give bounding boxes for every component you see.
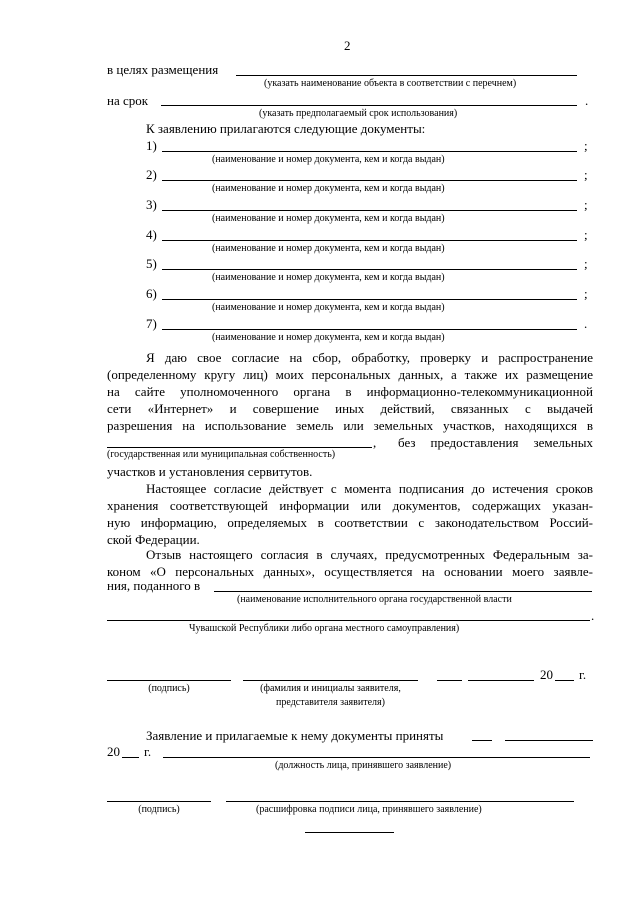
acceptance-day-field[interactable]	[472, 740, 492, 741]
applicant-year-prefix: 20	[540, 667, 553, 682]
doc-end: ;	[584, 256, 588, 271]
doc-hint: (наименование и номер документа, кем и когда выдан)	[212, 332, 445, 343]
consent-line: Я даю свое согласие на сбор, обработку, проверку и распространение	[146, 350, 593, 365]
acceptance-year-suffix: г.	[144, 744, 152, 759]
doc-field[interactable]	[162, 299, 577, 300]
validity-line: Настоящее согласие действует с момента подписания до истечения сроков	[146, 481, 593, 496]
term-hint: (указать предполагаемый срок использования)	[259, 108, 458, 119]
doc-hint: (наименование и номер документа, кем и когда выдан)	[212, 302, 445, 313]
acceptance-position-hint: (должность лица, принявшего заявление)	[275, 760, 452, 771]
authority-end: .	[591, 608, 595, 623]
applicant-name-hint-1: (фамилия и инициалы заявителя,	[260, 683, 401, 694]
acceptance-year-prefix: 20	[107, 744, 120, 759]
docs-intro: К заявлению прилагаются следующие документы:	[146, 121, 426, 136]
doc-field[interactable]	[162, 210, 577, 211]
ownership-hint: (государственная или муниципальная собственность)	[107, 449, 336, 460]
doc-hint: (наименование и номер документа, кем и когда выдан)	[212, 243, 445, 254]
doc-end: ;	[584, 286, 588, 301]
consent-line: сети «Интернет» и совершение иных действий, связанных с выдачей	[107, 401, 593, 416]
consent-line: на сайте уполномоченного органа в информационно-телекоммуникационной	[107, 384, 593, 399]
applicant-name-field[interactable]	[243, 680, 418, 681]
applicant-month-field[interactable]	[468, 680, 534, 681]
doc-number: 3)	[146, 197, 157, 212]
acceptance-text: Заявление и прилагаемые к нему документы приняты	[146, 728, 444, 743]
doc-hint: (наименование и номер документа, кем и когда выдан)	[212, 154, 445, 165]
authority-field[interactable]	[214, 591, 592, 592]
doc-field[interactable]	[162, 240, 577, 241]
acceptance-year-field[interactable]	[122, 757, 139, 758]
ownership-field[interactable]	[107, 447, 372, 448]
applicant-name-hint-2: представителя заявителя)	[276, 697, 385, 708]
ownership-comma: ,	[373, 435, 377, 450]
doc-end: .	[584, 316, 588, 331]
validity-line: хранения соответствующей информации или документов, содержащих указан-	[107, 498, 593, 513]
acceptance-month-field[interactable]	[505, 740, 593, 741]
doc-end: ;	[584, 138, 588, 153]
doc-field[interactable]	[162, 151, 577, 152]
withdrawal-line: Отзыв настоящего согласия в случаях, предусмотренных Федеральным за-	[146, 547, 593, 562]
doc-field[interactable]	[162, 269, 577, 270]
purpose-hint: (указать наименование объекта в соответствии с перечнем)	[264, 78, 517, 89]
page-number: 2	[344, 38, 351, 53]
withdrawal-filed-label: ния, поданного в	[107, 578, 201, 593]
validity-line: ную информацию, определяемых в соответствии с законодательством Россий-	[107, 515, 593, 530]
doc-number: 6)	[146, 286, 157, 301]
term-end: .	[585, 93, 589, 108]
doc-number: 4)	[146, 227, 157, 242]
doc-end: ;	[584, 167, 588, 182]
withdrawal-line: коном «О персональных данных», осуществляется на основании моего заявле-	[107, 564, 593, 579]
term-field[interactable]	[161, 105, 577, 106]
purpose-field[interactable]	[236, 75, 577, 76]
purpose-label: в целях размещения	[107, 62, 219, 77]
consent-final-line: участков и установления сервитутов.	[107, 464, 313, 479]
doc-field[interactable]	[162, 180, 577, 181]
applicant-day-field[interactable]	[437, 680, 462, 681]
applicant-year-suffix: г.	[579, 667, 587, 682]
acceptance-decode-field[interactable]	[226, 801, 574, 802]
acceptance-position-field[interactable]	[163, 757, 590, 758]
acceptance-signature-hint: (подпись)	[138, 804, 180, 815]
doc-hint: (наименование и номер документа, кем и когда выдан)	[212, 272, 445, 283]
doc-number: 5)	[146, 256, 157, 271]
doc-end: ;	[584, 197, 588, 212]
doc-field[interactable]	[162, 329, 577, 330]
acceptance-signature-field[interactable]	[107, 801, 211, 802]
acceptance-decode-hint: (расшифровка подписи лица, принявшего заявление)	[256, 804, 482, 815]
footer-divider	[305, 832, 394, 833]
doc-end: ;	[584, 227, 588, 242]
applicant-year-field[interactable]	[555, 680, 574, 681]
consent-continuation: без предоставления земельных	[398, 435, 593, 450]
doc-number: 1)	[146, 138, 157, 153]
term-label: на срок	[107, 93, 149, 108]
doc-number: 2)	[146, 167, 157, 182]
applicant-signature-hint: (подпись)	[148, 683, 190, 694]
consent-line: (определенному кругу лиц) моих персональных данных, а также их размещение	[107, 367, 593, 382]
authority-hint-2: Чувашской Республики либо органа местного самоуправления)	[189, 623, 460, 634]
consent-line: разрешения на использование земель или земельных участков, находящихся в	[107, 418, 593, 433]
doc-number: 7)	[146, 316, 157, 331]
authority-field-2[interactable]	[107, 620, 590, 621]
doc-hint: (наименование и номер документа, кем и когда выдан)	[212, 213, 445, 224]
validity-line: ской Федерации.	[107, 532, 200, 547]
doc-hint: (наименование и номер документа, кем и когда выдан)	[212, 183, 445, 194]
authority-hint-1: (наименование исполнительного органа государственной власти	[237, 594, 512, 605]
applicant-signature-field[interactable]	[107, 680, 231, 681]
